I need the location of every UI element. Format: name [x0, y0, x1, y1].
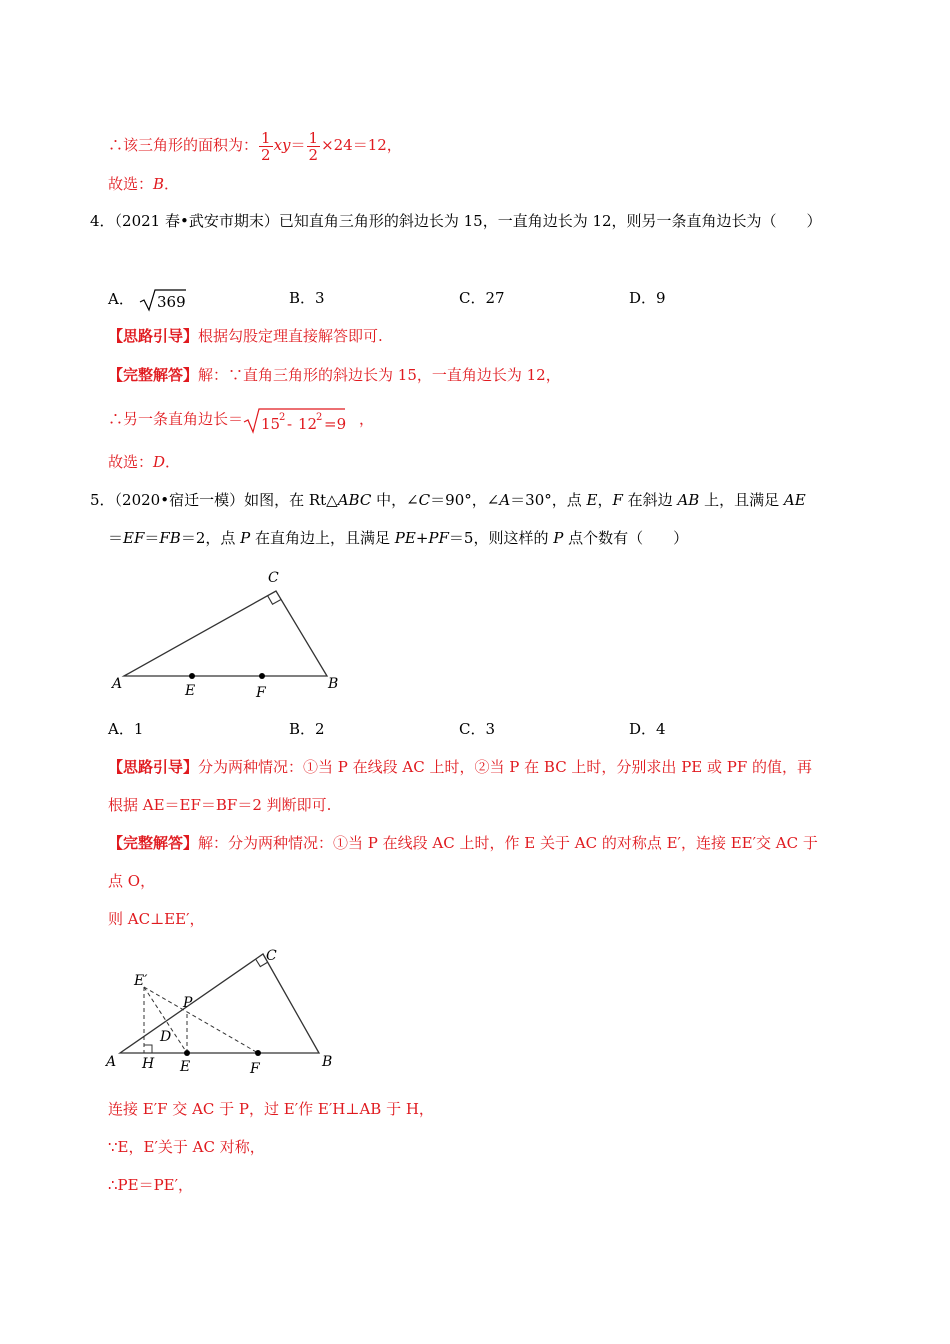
- label-b-2: B: [322, 1054, 333, 1070]
- q4-option-a: A． 369: [108, 290, 186, 311]
- label-c: C: [268, 570, 279, 586]
- label-f-2: F: [250, 1061, 260, 1077]
- label-e-prime: E′: [134, 973, 148, 989]
- label-f: F: [256, 685, 266, 701]
- hint-tag: 【思路引导】: [108, 758, 199, 776]
- q3-fraction-2: $\frac{1}{2}$: [308, 128, 319, 164]
- label-a-2: A: [106, 1054, 117, 1070]
- label-h: H: [142, 1056, 155, 1072]
- label-c-2: C: [266, 948, 277, 964]
- q5-answer-line1: 【完整解答】解：分为两种情况：①当 P 在线段 AC 上时，作 E 关于 AC 的对称点 E′，连接 EE′交 AC 于: [108, 834, 818, 852]
- q3-xy: xy: [273, 136, 291, 154]
- triangle-abc-2: [120, 954, 319, 1053]
- svg-text:2: 2: [316, 412, 323, 423]
- point-f: [259, 673, 265, 679]
- answer-tag: 【完整解答】: [108, 366, 199, 384]
- label-e: E: [185, 683, 196, 699]
- q4-hint: 【思路引导】根据勾股定理直接解答即可.: [108, 327, 383, 345]
- svg-text:-: -: [287, 415, 293, 433]
- q5-hint-line1: 【思路引导】分为两种情况：①当 P 在线段 AC 上时，②当 P 在 BC 上时，分别求出 PE 或 PF 的值，再: [108, 758, 813, 776]
- svg-text:12: 12: [298, 415, 318, 433]
- triangle-abc: [124, 591, 327, 676]
- q4-sqrt-expression: [243, 405, 359, 435]
- label-a: A: [112, 676, 123, 692]
- q5-figure-construction: [100, 940, 350, 1080]
- q3-area-prefix: ∴该三角形的面积为：: [108, 136, 259, 154]
- q4-radicand: 369: [156, 293, 186, 311]
- q5-option-b: B．2: [289, 720, 325, 738]
- q5-line-b: ∵E，E′关于 AC 对称，: [108, 1138, 265, 1156]
- sqrt-icon: [139, 288, 187, 312]
- q4-stem: 4．（2021 春•武安市期末）已知直角三角形的斜边长为 15，一直角边长为 12，则另一条直角边长为（ ）: [90, 212, 822, 230]
- hint-tag: 【思路引导】: [108, 327, 199, 345]
- point-e: [189, 673, 195, 679]
- answer-tag: 【完整解答】: [108, 834, 199, 852]
- q3-choice: 故选：B．: [108, 175, 180, 193]
- q4-option-b: B．3: [289, 289, 325, 307]
- right-angle-h: [144, 1045, 152, 1053]
- label-p: P: [183, 995, 193, 1011]
- q5-stem-line2: ＝EF＝FB＝2，点 P 在直角边上，且满足 PE+PF＝5，则这样的 P 点个数有（ ）: [108, 529, 689, 547]
- q5-hint-line2: 根据 AE＝EF＝BF＝2 判断即可.: [108, 796, 332, 814]
- q4-calc: ∴另一条直角边长＝ 15 2 - 12 2 =9 ，: [108, 404, 374, 435]
- svg-text:15: 15: [261, 415, 281, 433]
- q5-option-c: C．3: [459, 720, 496, 738]
- svg-text:=9: =9: [324, 415, 347, 433]
- q4-answer: 【完整解答】解：∵直角三角形的斜边长为 15，一直角边长为 12，: [108, 366, 561, 384]
- svg-text:2: 2: [279, 412, 286, 423]
- q5-option-d: D．4: [629, 720, 666, 738]
- q5-figure-triangle: [100, 560, 360, 705]
- q5-option-a: A．1: [108, 720, 144, 738]
- label-e-2: E: [180, 1059, 191, 1075]
- q3-fraction-1: $\frac{1}{2}$: [261, 128, 271, 164]
- q4-choice: 故选：D．: [108, 453, 181, 471]
- q5-line-a: 连接 E′F 交 AC 于 P，过 E′作 E′H⊥AB 于 H，: [108, 1100, 434, 1118]
- q5-answer-line2: 点 O，: [108, 872, 156, 890]
- q5-answer-line3: 则 AC⊥EE′，: [108, 910, 205, 928]
- q3-area-line: ∴该三角形的面积为： $\frac{1}{2}$ xy＝ $\frac{1}{2}$ ×24＝12，: [108, 128, 402, 164]
- label-b: B: [328, 676, 339, 692]
- label-d: D: [160, 1029, 172, 1045]
- point-e-2: [184, 1050, 190, 1056]
- point-f-2: [255, 1050, 261, 1056]
- q4-option-d: D．9: [629, 289, 666, 307]
- q5-line-c: ∴PE＝PE′，: [108, 1176, 194, 1194]
- q4-option-c: C．27: [459, 289, 505, 307]
- q5-stem-line1: 5．（2020•宿迁一模）如图，在 Rt△ABC 中，∠C＝90°，∠A＝30°，点 E，F 在斜边 AB 上，且满足 AE: [90, 491, 806, 509]
